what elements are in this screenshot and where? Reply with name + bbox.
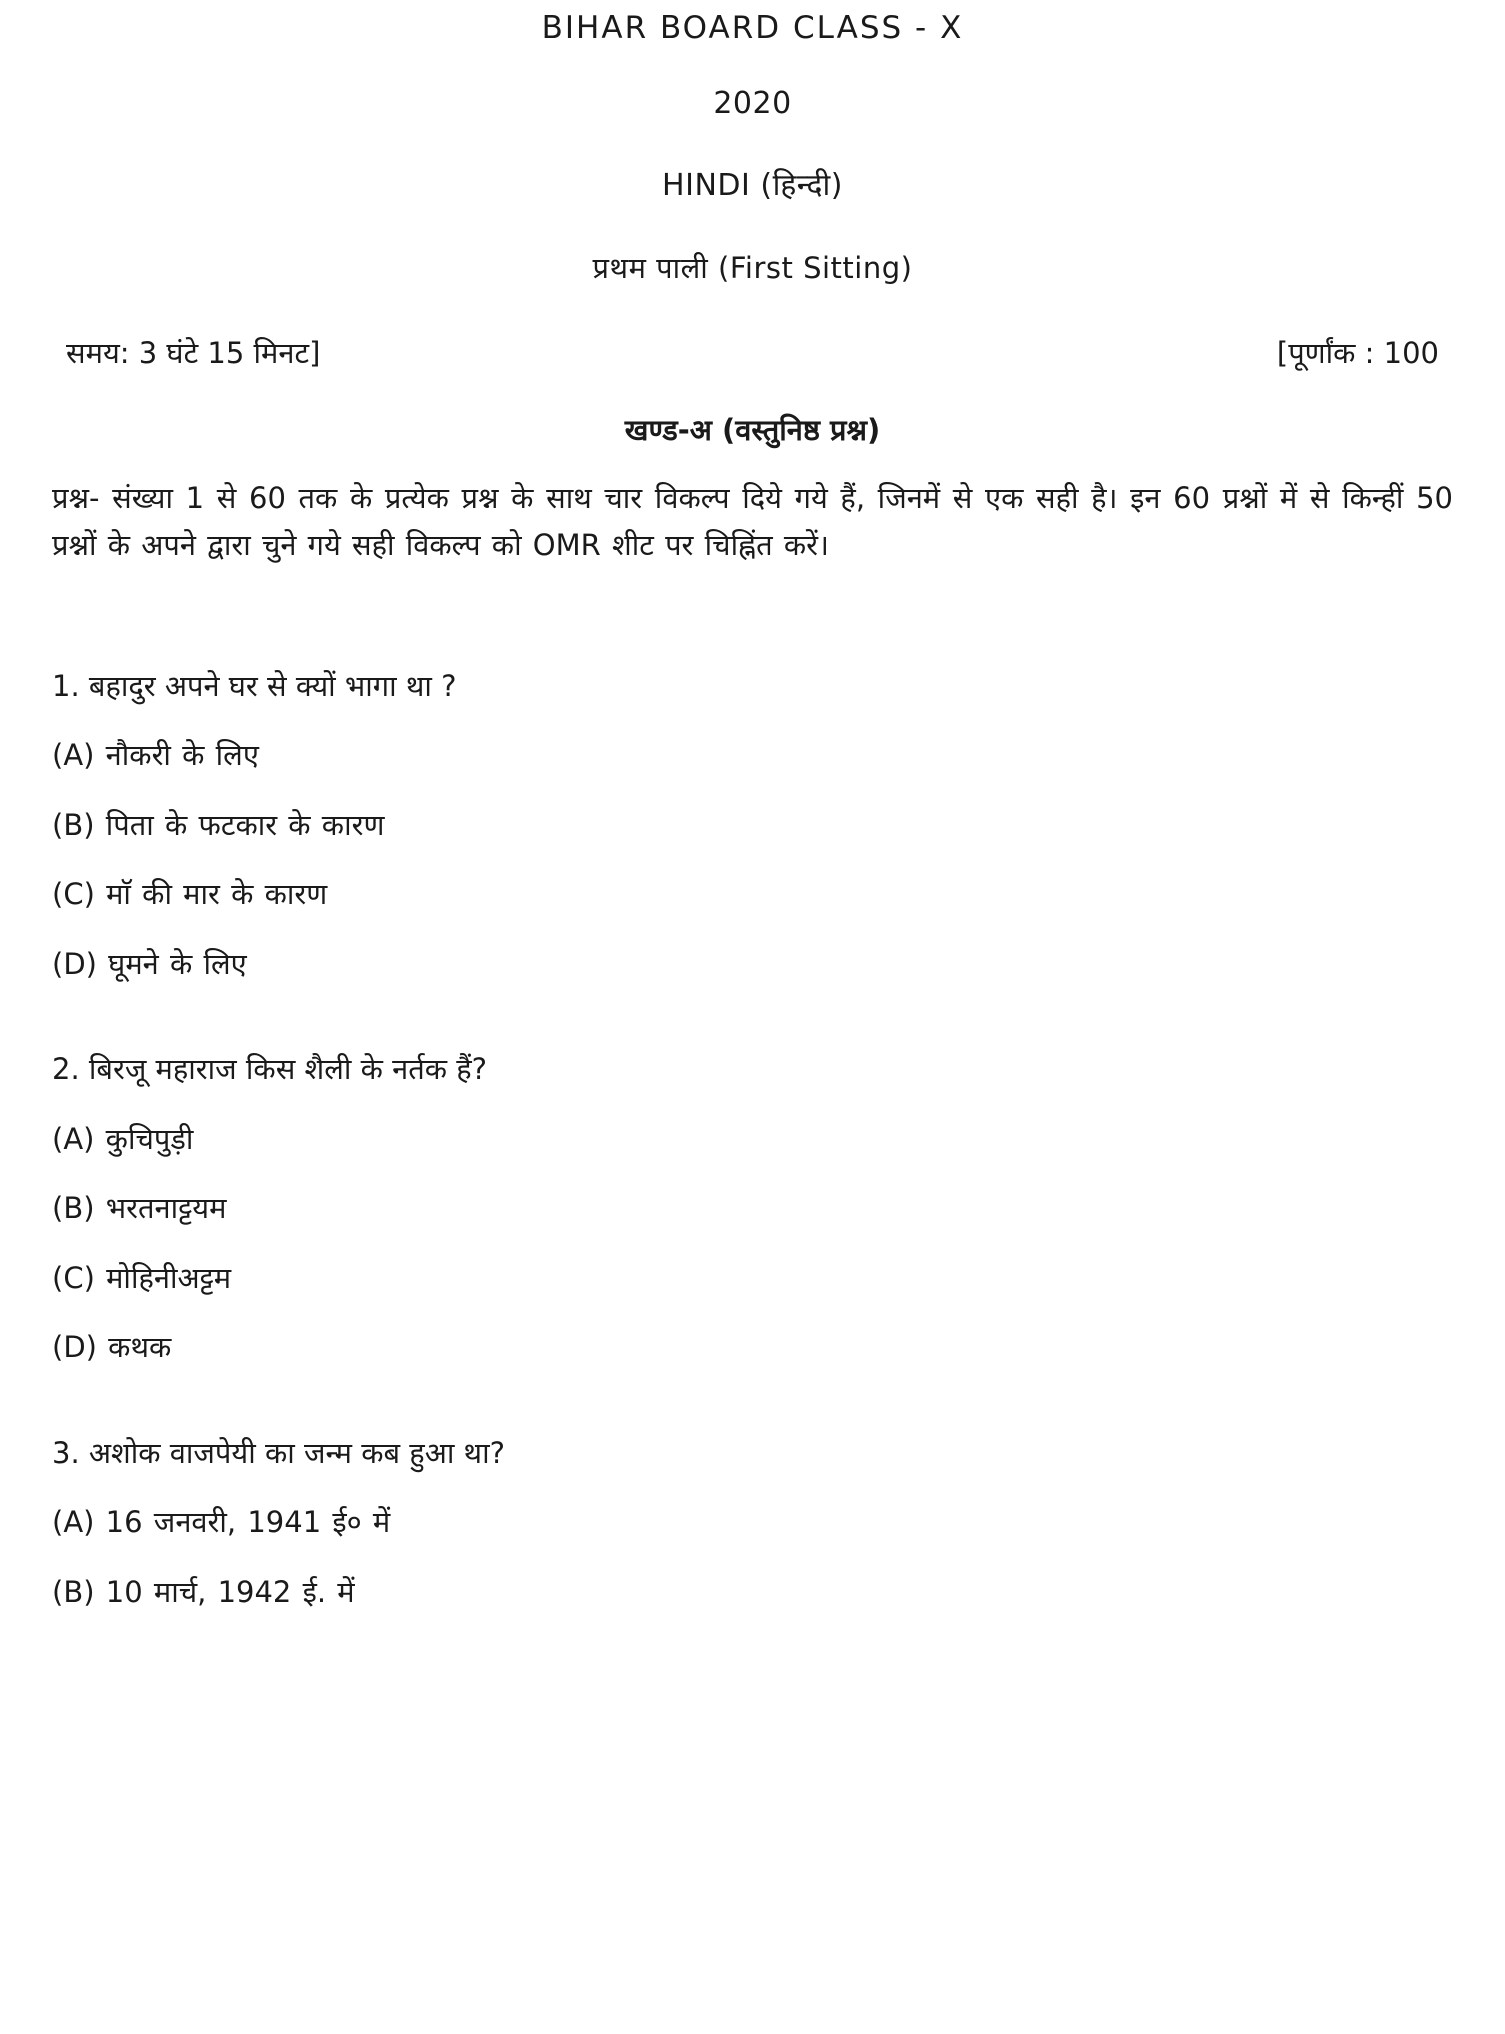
question-text [52,665,1453,709]
question-text [52,1432,1453,1476]
question-body: बिरजू महाराज किस शैली के नर्तक हैं? [88,1052,488,1087]
question-body: अशोक वाजपेयी का जन्म कब हुआ था? [88,1435,505,1470]
option-c[interactable]: (C) माॅ की मार के कारण [52,877,328,912]
option-a[interactable]: (A) 16 जनवरी, 1941 ई० में [52,1505,391,1540]
exam-subject: HINDI (हिन्दी) [662,168,843,203]
section-title: खण्ड-अ (वस्तुनिष्ठ प्रश्न) [624,413,881,447]
question-number: 2. [52,1052,80,1087]
exam-full-marks: [पूर्णांक : 100 [1276,336,1439,370]
exam-sitting: प्रथम पाली (First Sitting) [592,251,913,285]
exam-meta-row [52,333,1453,372]
exam-year: 2020 [713,86,792,121]
option-b[interactable]: (B) 10 मार्च, 1942 ई. में [52,1574,355,1609]
section-instructions: प्रश्न- संख्या 1 से 60 तक के प्रत्येक प्रश्न के साथ चार विकल्प दिये गये हैं, जिनमें से एक सही है। इन 60 प्रश्नों में से किन्हीं 50 प्रश्नों के अपने द्वारा चुने गये सही विकल्प को OMR शीट पर चिह्निंत करें। [52,481,1453,562]
option-c[interactable]: (C) मोहिनीअट्टम [52,1260,232,1295]
question-text [52,1048,1453,1092]
question-block [52,1048,1453,1370]
option-b[interactable]: (B) भरतनाट्टयम [52,1191,227,1226]
question-block [52,665,1453,987]
option-b[interactable]: (B) पिता के फटकार के कारण [52,807,385,842]
question-number: 3. [52,1435,80,1470]
option-a[interactable]: (A) नौकरी के लिए [52,738,259,773]
exam-time: समय: 3 घंटे 15 मिनट] [66,336,321,370]
option-d[interactable]: (D) कथक [52,1330,172,1365]
question-number: 1. [52,668,80,703]
option-a[interactable]: (A) कुचिपुड़ी [52,1121,194,1156]
question-body: बहादुर अपने घर से क्यों भागा था ? [88,668,457,703]
page-title: BIHAR BOARD CLASS - X [541,10,964,46]
option-d[interactable]: (D) घूमने के लिए [52,946,247,981]
question-block [52,1432,1453,1615]
